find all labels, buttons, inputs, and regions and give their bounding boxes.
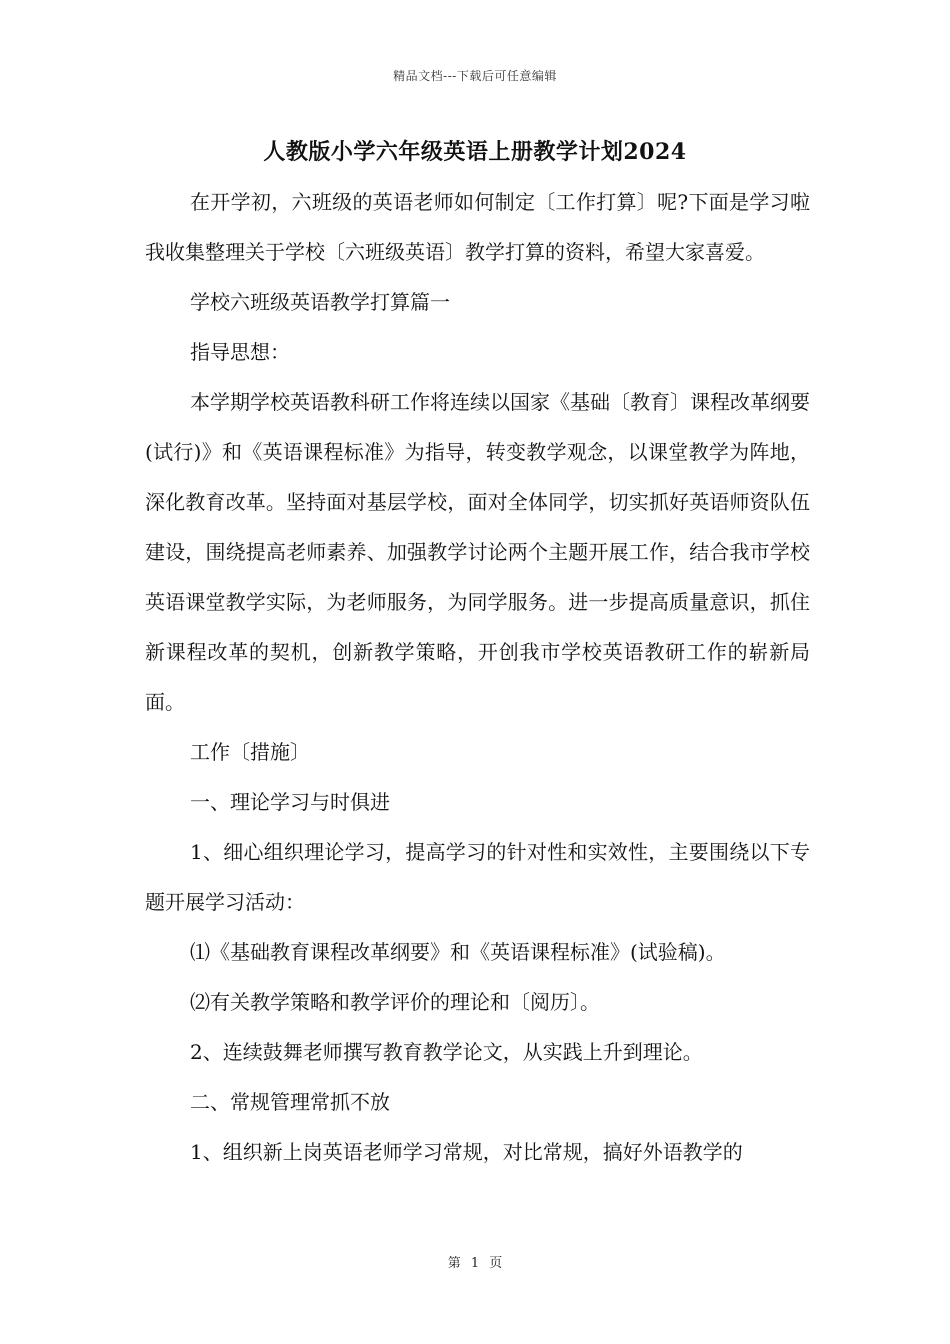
subheading: 一、理论学习与时俱进	[190, 790, 390, 814]
intro-paragraph: 在开学初，六班级的英语老师如何制定〔工作打算〕呢?下面是学习啦我收集整理关于学校〔六班级英语〕教学打算的资料，希望大家喜爱。	[145, 190, 810, 264]
document-body	[145, 177, 810, 1177]
subheading: 二、常规管理常抓不放	[190, 1090, 390, 1114]
document-title: 人教版小学六年级英语上册教学计划2024	[263, 139, 687, 165]
header-note: 精品文档---下载后可任意编辑	[393, 69, 557, 83]
list-item: ⑴《基础教育课程改革纲要》和《英语课程标准》(试验稿)。	[190, 940, 726, 964]
body-paragraph: 2、连续鼓舞老师撰写教育教学论文，从实践上升到理论。	[190, 1040, 703, 1064]
subheading: 工作〔措施〕	[190, 740, 310, 764]
body-paragraph: 1、细心组织理论学习，提高学习的针对性和实效性，主要围绕以下专题开展学习活动：	[145, 840, 810, 914]
page-number: 第 1 页	[447, 1256, 503, 1271]
subheading: 指导思想：	[190, 340, 290, 364]
list-item: ⑵有关教学策略和教学评价的理论和〔阅历〕。	[190, 990, 600, 1014]
section-heading: 学校六班级英语教学打算篇一	[190, 290, 450, 314]
body-paragraph: 1、组织新上岗英语老师学习常规，对比常规，搞好外语教学的	[190, 1140, 743, 1164]
body-paragraph: 本学期学校英语教科研工作将连续以国家《基础〔教育〕课程改革纲要(试行)》和《英语课程标准》为指导，转变教学观念，以课堂教学为阵地，深化教育改革。坚持面对基层学校，面对全体同学，切实抓好英语师资队伍建设，围绕提高老师素养、加强教学讨论两个主题开展工作，结合我市学校英语课堂教学实际，为老师服务，为同学服务。进一步提高质量意识，抓住新课程改革的契机，创新教学策略，开创我市学校英语教研工作的崭新局面。	[145, 390, 810, 714]
